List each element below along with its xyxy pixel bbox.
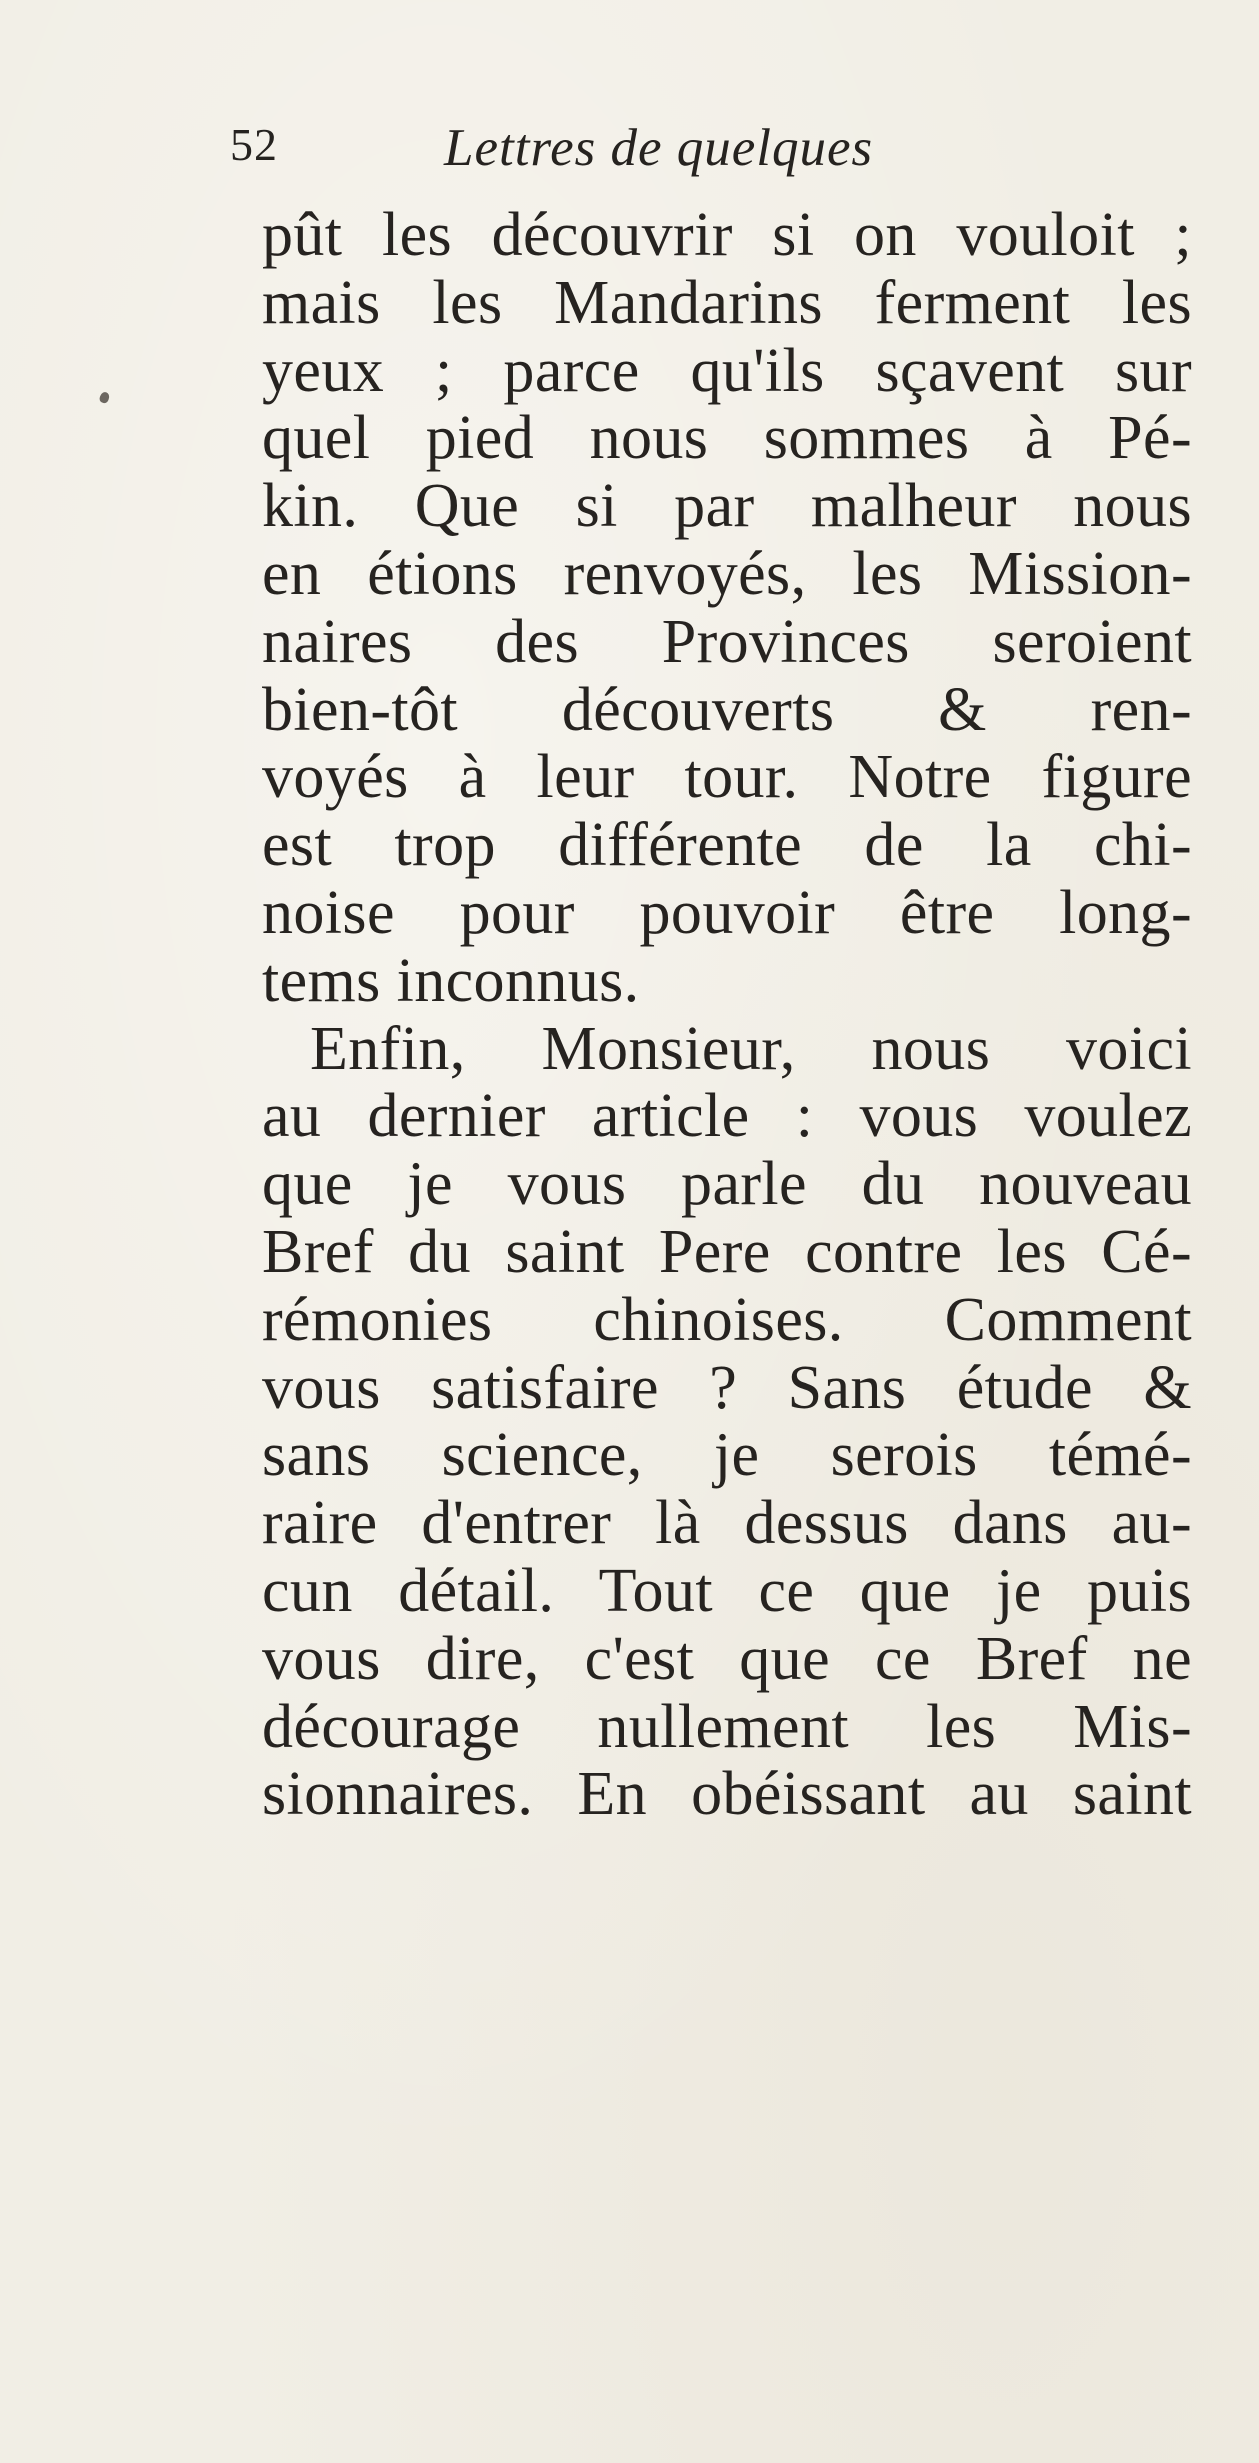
text-line: en étions renvoyés, les Mission- [262,539,1192,608]
text-line: décourage nullement les Mis- [262,1692,1192,1761]
text-line: pût les découvrir si on vouloit ; [262,201,1192,269]
text-line: sionnaires. En obéissant au saint [262,1760,1192,1829]
text-line: est trop différente de la chi- [262,811,1192,880]
paragraph-start-line: Enfin, Monsieur, nous voici [310,1014,1192,1083]
paragraph-end-line: tems inconnus. [262,946,640,1015]
text-line: vous satisfaire ? Sans étude & [262,1353,1192,1422]
running-head: Lettres de quelques [444,119,874,177]
text-line: que je vous parle du nouveau [262,1150,1192,1219]
page-number: 52 [230,119,278,170]
text-line: bien-tôt découverts & ren- [262,675,1192,744]
text-line: voyés à leur tour. Notre figure [262,743,1192,812]
text-line: raire d'entrer là dessus dans au- [262,1489,1192,1558]
page-header [230,118,1030,188]
text-line: vous dire, c'est que ce Bref ne [262,1624,1192,1693]
text-line: yeux ; parce qu'ils sçavent sur [262,336,1192,405]
text-line: noise pour pouvoir être long- [262,878,1192,947]
text-line: quel pied nous sommes à Pé- [262,404,1192,473]
text-line: cun détail. Tout ce que je puis [262,1556,1192,1625]
text-line: sans science, je serois témé- [262,1421,1192,1490]
text-line: Bref du saint Pere contre les Cé- [262,1217,1192,1286]
text-line: mais les Mandarins ferment les [262,268,1192,337]
text-line: naires des Provinces seroient [262,607,1192,676]
margin-ink-mark [98,391,110,404]
text-line: au dernier article : vous voulez [262,1082,1192,1151]
text-line: kin. Que si par malheur nous [262,472,1192,541]
body-text [262,202,1192,1829]
text-line: rémonies chinoises. Comment [262,1285,1192,1354]
